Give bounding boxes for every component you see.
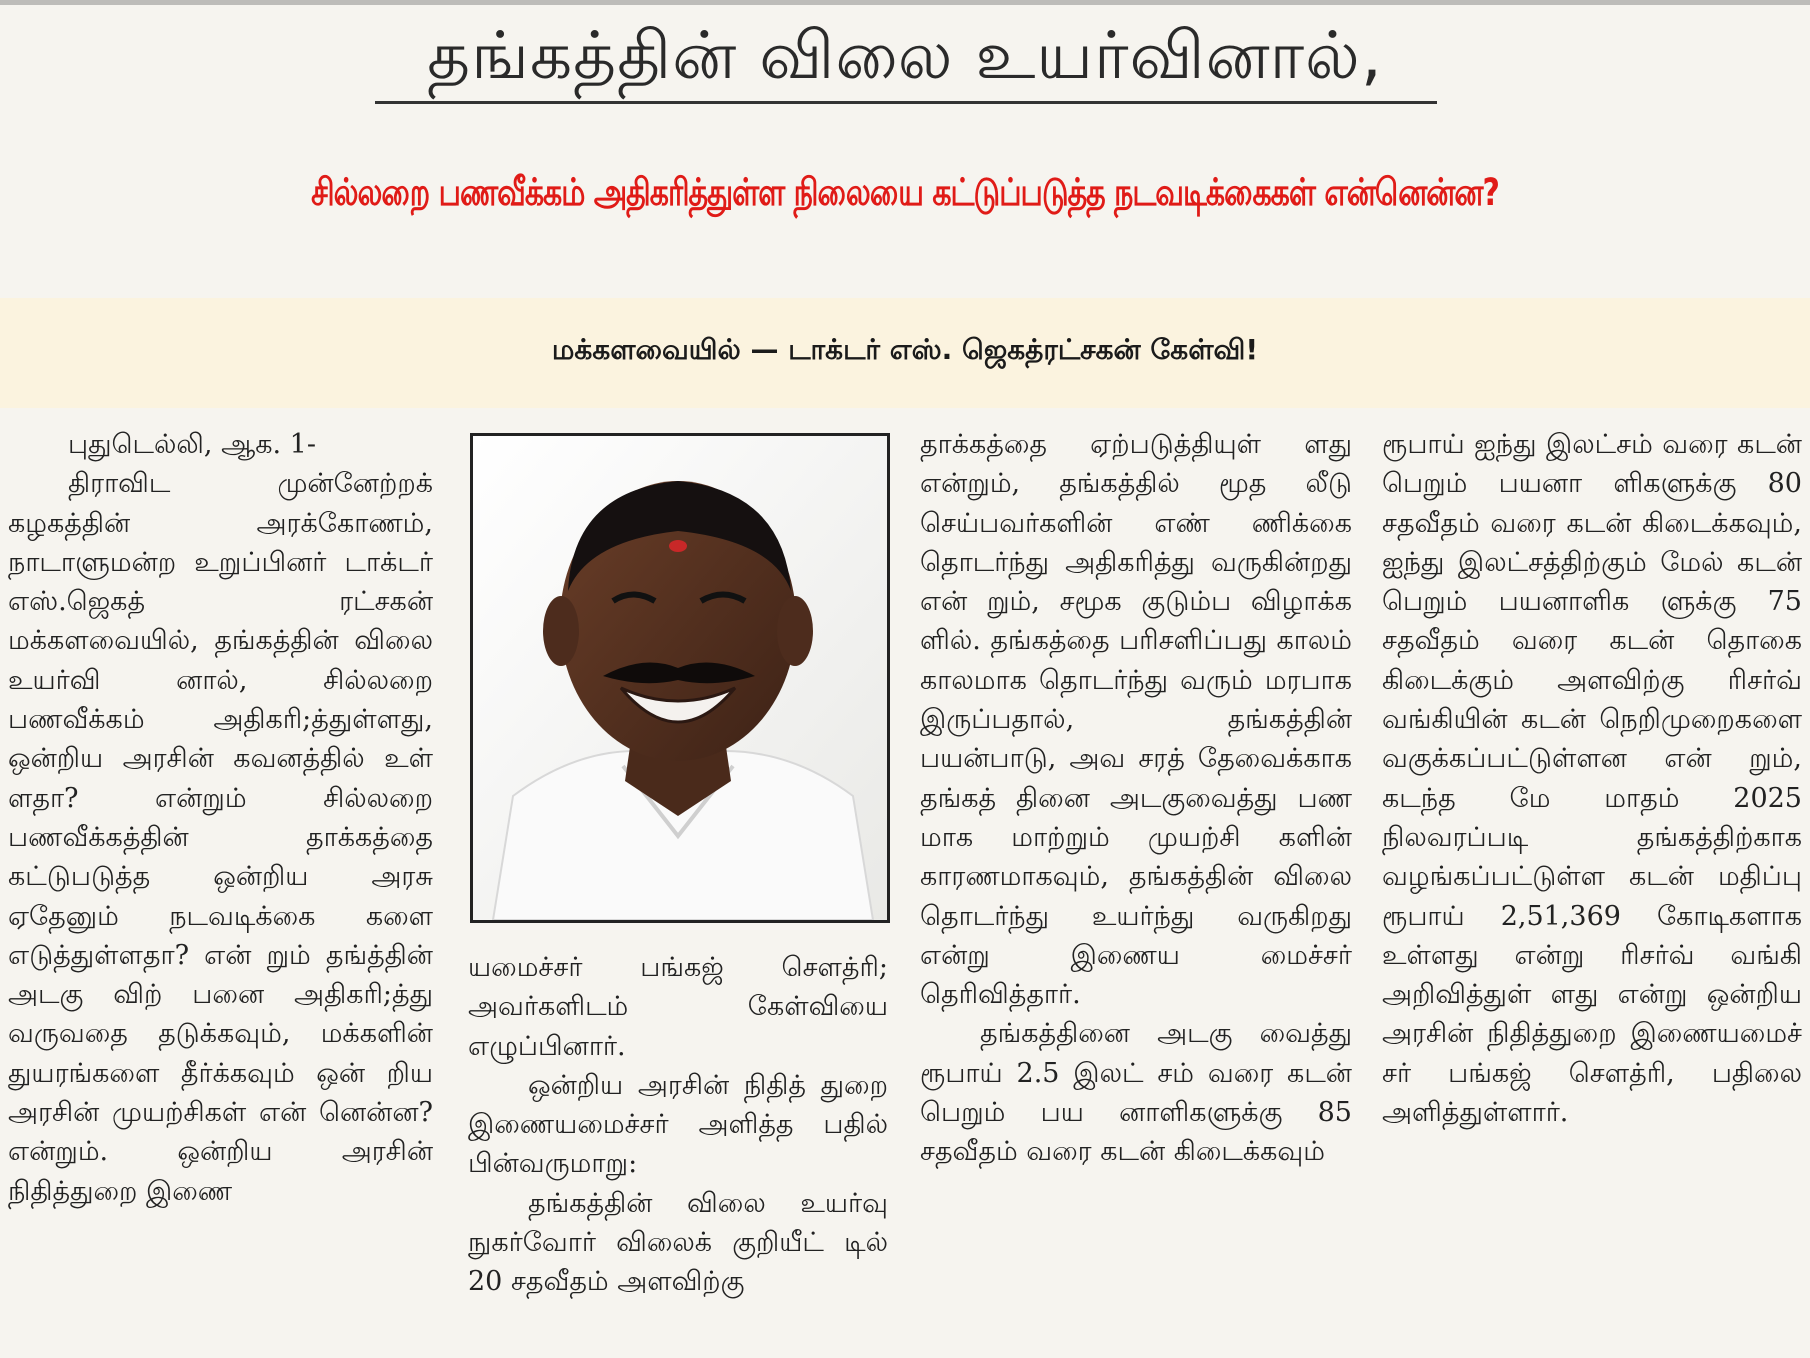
paragraph: தாக்கத்தை ஏற்படுத்தியுள் ளது என்றும், தங்கத்தில் மூத லீடு செய்பவர்களின் எண் ணிக்கை தொடர்ந்து அதிகரித்து வருகின்றது என் றும், சமூக குடும்ப விழாக்க ளில். தங்கத்தை பரிசளிப்பது காலம் காலமாக தொடர்ந்து வரும் மரபாக இருப்பதால், தங்கத்தின் பயன்பாடு, அவ சரத் தேவைக்காக தங்கத் தினை அடகுவைத்து பண மாக மாற்றும் முயற்சி களின் காரணமாகவும், தங்கத்தின் விலை தொடர்ந்து உயர்ந்து வருகிறது என்று இணைய மைச்சர் தெரிவித்தார். — [920, 429, 1352, 1011]
headline-sub: மக்களவையில் — டாக்டர் எஸ். ஜெகத்ரட்சகன் கேள்வி! — [551, 333, 1259, 366]
article-column-3 — [920, 425, 1352, 1172]
article-column-1 — [8, 425, 433, 1211]
headline-main: சில்லறை பணவீக்கம் அதிகரித்துள்ள நிலையை கட்டுப்படுத்த நடவடிக்கைகள் என்னென்ன? — [311, 171, 1499, 215]
article-column-4 — [1382, 425, 1802, 1132]
portrait-photo — [470, 433, 890, 923]
top-border — [0, 0, 1810, 5]
headline-kicker: தங்கத்தின் விலை உயர்வினால், — [427, 17, 1383, 94]
paragraph: யமைச்சர் பங்கஜ் சௌத்ரி; அவர்களிடம் கேள்வியை எழுப்பினார். — [468, 952, 888, 1062]
paragraph: தங்கத்தின் விலை உயர்வு நுகர்வோர் விலைக் குறியீட் டில் 20 சதவீதம் அளவிற்கு — [468, 1187, 888, 1298]
portrait-illustration — [473, 436, 887, 920]
paragraph: ரூபாய் ஐந்து இலட்சம் வரை கடன் பெறும் பயனா ளிகளுக்கு 80 சதவீதம் வரை கடன் கிடைக்கவும், ஐந்து இலட்சத்திற்கும் மேல் கடன் பெறும் பயனாளிக ளுக்கு 75 சதவீதம் வரை கடன் தொகை கிடைக்கும் அளவிற்கு ரிசர்வ் வங்கியின் கடன் நெறிமுறைகளை வகுக்கப்பட்டுள்ளன என் றும், கடந்த மே மாதம் 2025 நிலவரப்படி தங்கத்திற்காக வழங்கப்பட்டுள்ள கடன் மதிப்பு ரூபாய் 2,51,369 கோடிகளாக உள்ளது என்று ரிசர்வ் வங்கி அறிவித்துள் ளது என்று ஒன்றிய அரசின் நிதித்துறை இணையமைச் சர் பங்கஜ் சௌத்ரி, பதிலை அளித்துள்ளார். — [1382, 429, 1802, 1129]
article-column-2 — [468, 948, 888, 1302]
dateline: புதுடெல்லி, ஆக. 1- — [68, 429, 316, 460]
paragraph: ஒன்றிய அரசின் நிதித் துறை இணையமைச்சர் அளித்த பதில் பின்வருமாறு: — [468, 1069, 888, 1180]
paragraph: திராவிட முன்னேற்றக் கழகத்தின் அரக்கோணம், நாடாளுமன்ற உறுப்பினர் டாக்டர் எஸ்.ஜெகத் ரட்சகன் மக்களவையில், தங்கத்தின் விலை உயர்வி னால், சில்லறை பணவீக்கம் அதிகரி;த்துள்ளது, ஒன்றிய அரசின் கவனத்தில் உள் ளதா? என்றும் சில்லறை பணவீக்கத்தின் தாக்கத்தை கட்டுபடுத்த ஒன்றிய அரசு ஏதேனும் நடவடிக்கை களை எடுத்துள்ளதா? என் றும் தங்த்தின் அடகு விற் பனை அதிகரி;த்து வருவதை தடுக்கவும், மக்களின் துயரங்களை தீர்க்கவும் ஒன் றிய அரசின் முயற்சிகள் என் னென்ன? என்றும். ஒன்றிய அரசின் நிதித்துறை இணை — [8, 468, 433, 1207]
kicker-underline — [375, 101, 1437, 104]
paragraph: தங்கத்தினை அடகு வைத்து ரூபாய் 2.5 இலட் சம் வரை கடன் பெறும் பய னாளிகளுக்கு 85 சதவீதம் வரை கடன் கிடைக்கவும் — [920, 1018, 1352, 1168]
